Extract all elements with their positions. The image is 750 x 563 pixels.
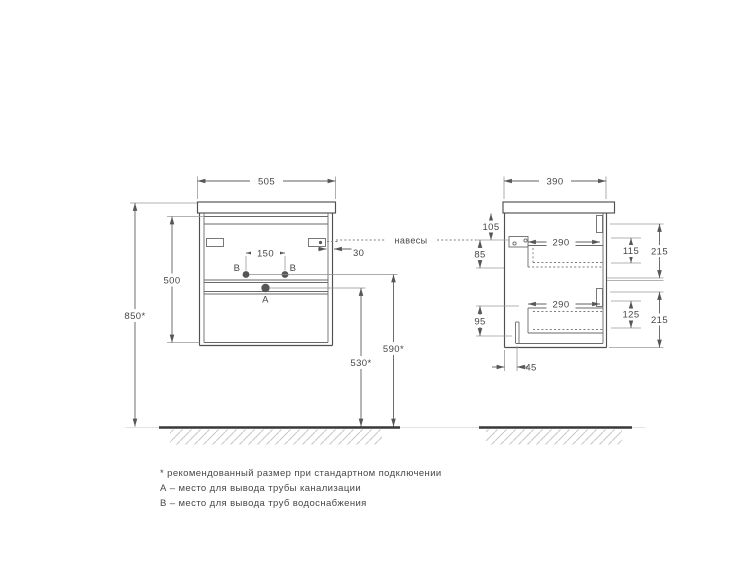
- dim-front-panel-1: 215: [650, 246, 669, 258]
- floor-hatching-side: [486, 430, 622, 445]
- dim-pipe-offset: 45: [525, 362, 537, 374]
- note-point-b: В – место для вывода труб водоснабжения: [160, 498, 367, 509]
- hangers-label: навесы: [394, 235, 428, 246]
- dim-drawer-depth-2: 290: [552, 299, 570, 311]
- side-countertop: [503, 202, 615, 213]
- point-b-left-label: B: [233, 263, 241, 274]
- dim-drawer-depth-1: 290: [552, 237, 570, 249]
- dim-mount-height: 850*: [124, 311, 146, 322]
- side-view: [503, 202, 615, 348]
- hanger-bracket-right: [309, 239, 326, 247]
- dim-top-offset: 105: [482, 222, 500, 233]
- dim-front-height: 500: [163, 275, 181, 287]
- front-countertop: [198, 202, 336, 213]
- dim-drawer-inner-2: 125: [622, 309, 640, 321]
- dim-hanger-offset: 30: [353, 248, 365, 259]
- hanger-bracket-left: [207, 239, 224, 247]
- drawer-slide-top: [597, 216, 603, 233]
- dim-supply-height: 590*: [382, 344, 405, 355]
- floor: [125, 428, 645, 445]
- point-a-label: A: [262, 294, 269, 306]
- point-a-marker: [261, 284, 269, 292]
- dim-front-panel-2: 215: [650, 315, 669, 326]
- hangers-callout: [336, 236, 476, 246]
- note-recommended-size: * рекомендованный размер при стандартном подключении: [160, 468, 442, 479]
- point-b-left-marker: [243, 271, 250, 278]
- dim-bottom-offset: 95: [474, 316, 486, 328]
- dim-supply-spacing: 150: [256, 248, 275, 260]
- front-view: [198, 202, 398, 346]
- dim-drawer-inner-1: 115: [622, 246, 640, 257]
- point-b-right-label: B: [289, 263, 297, 274]
- note-point-a: А – место для вывода трубы канализации: [160, 483, 362, 494]
- dim-depth: 390: [546, 176, 564, 188]
- dim-drain-height: 530*: [350, 358, 372, 369]
- dim-front-width: 505: [257, 176, 276, 188]
- dim-hanger-drop: 85: [474, 249, 486, 261]
- legend-notes: [160, 468, 442, 509]
- floor-hatching-front: [170, 430, 382, 445]
